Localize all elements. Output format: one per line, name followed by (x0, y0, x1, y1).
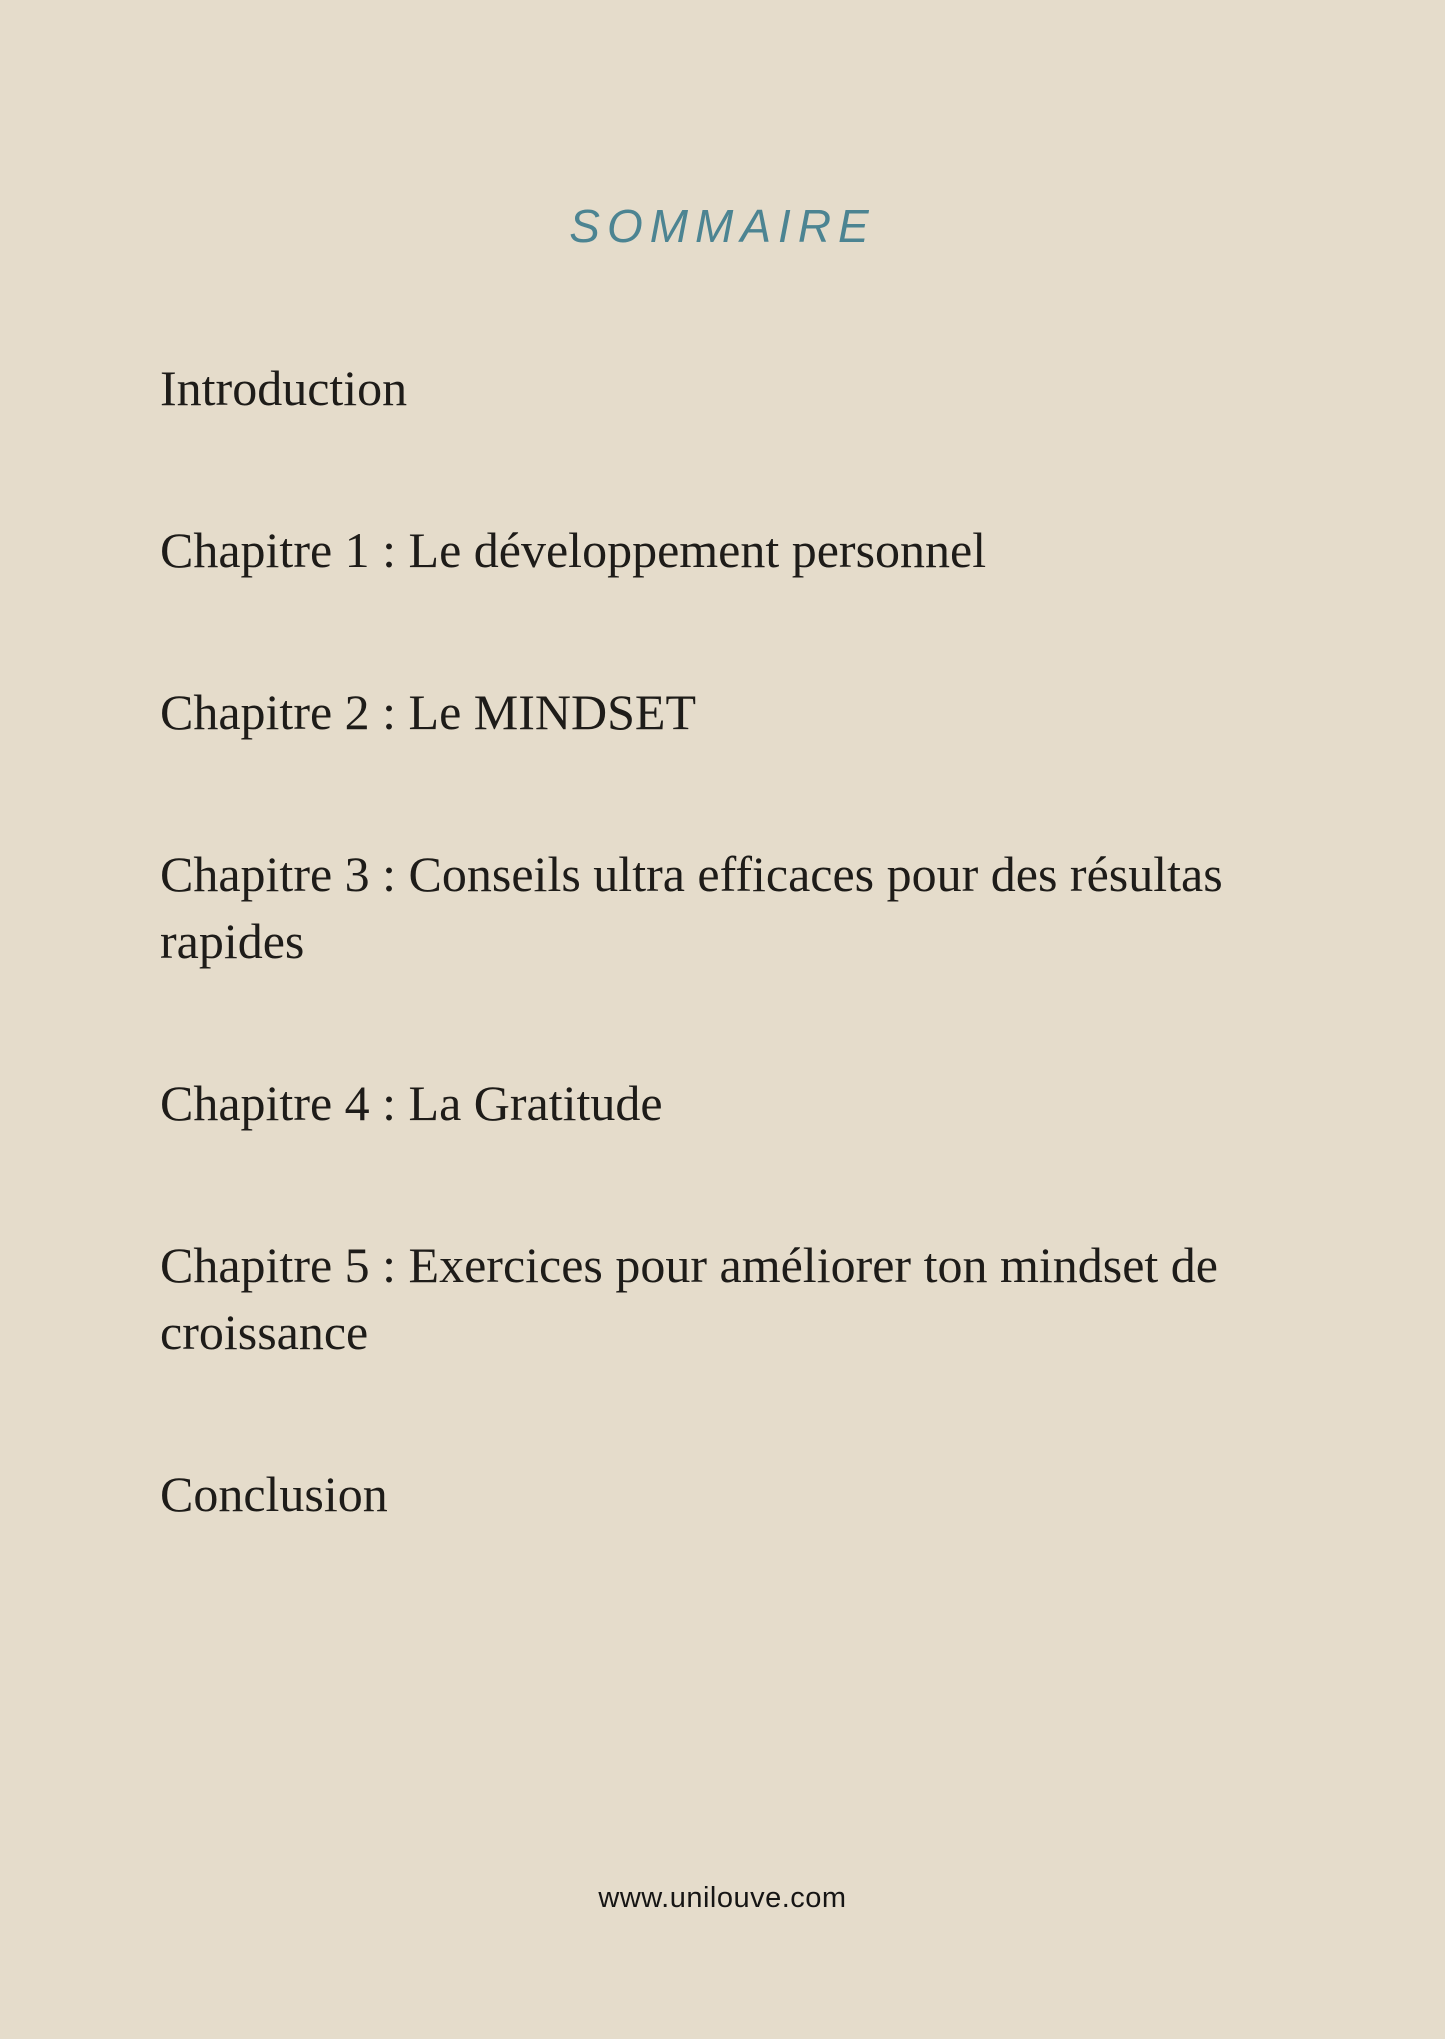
toc-item-chapitre-5: Chapitre 5 : Exercices pour améliorer ton mindset de croissance (160, 1237, 1218, 1360)
toc-item-chapitre-4: Chapitre 4 : La Gratitude (160, 1075, 663, 1131)
page-title: SOMMAIRE (569, 199, 876, 252)
toc-item-introduction: Introduction (160, 360, 408, 416)
footer-url: www.unilouve.com (598, 1882, 847, 1914)
toc-item-chapitre-1: Chapitre 1 : Le développement personnel (160, 522, 987, 578)
toc-item-chapitre-2: Chapitre 2 : Le MINDSET (160, 684, 697, 740)
toc-item-chapitre-3: Chapitre 3 : Conseils ultra efficaces pour des résultas rapides (160, 846, 1223, 969)
table-of-contents (160, 355, 1320, 1528)
toc-item-conclusion: Conclusion (160, 1466, 388, 1522)
